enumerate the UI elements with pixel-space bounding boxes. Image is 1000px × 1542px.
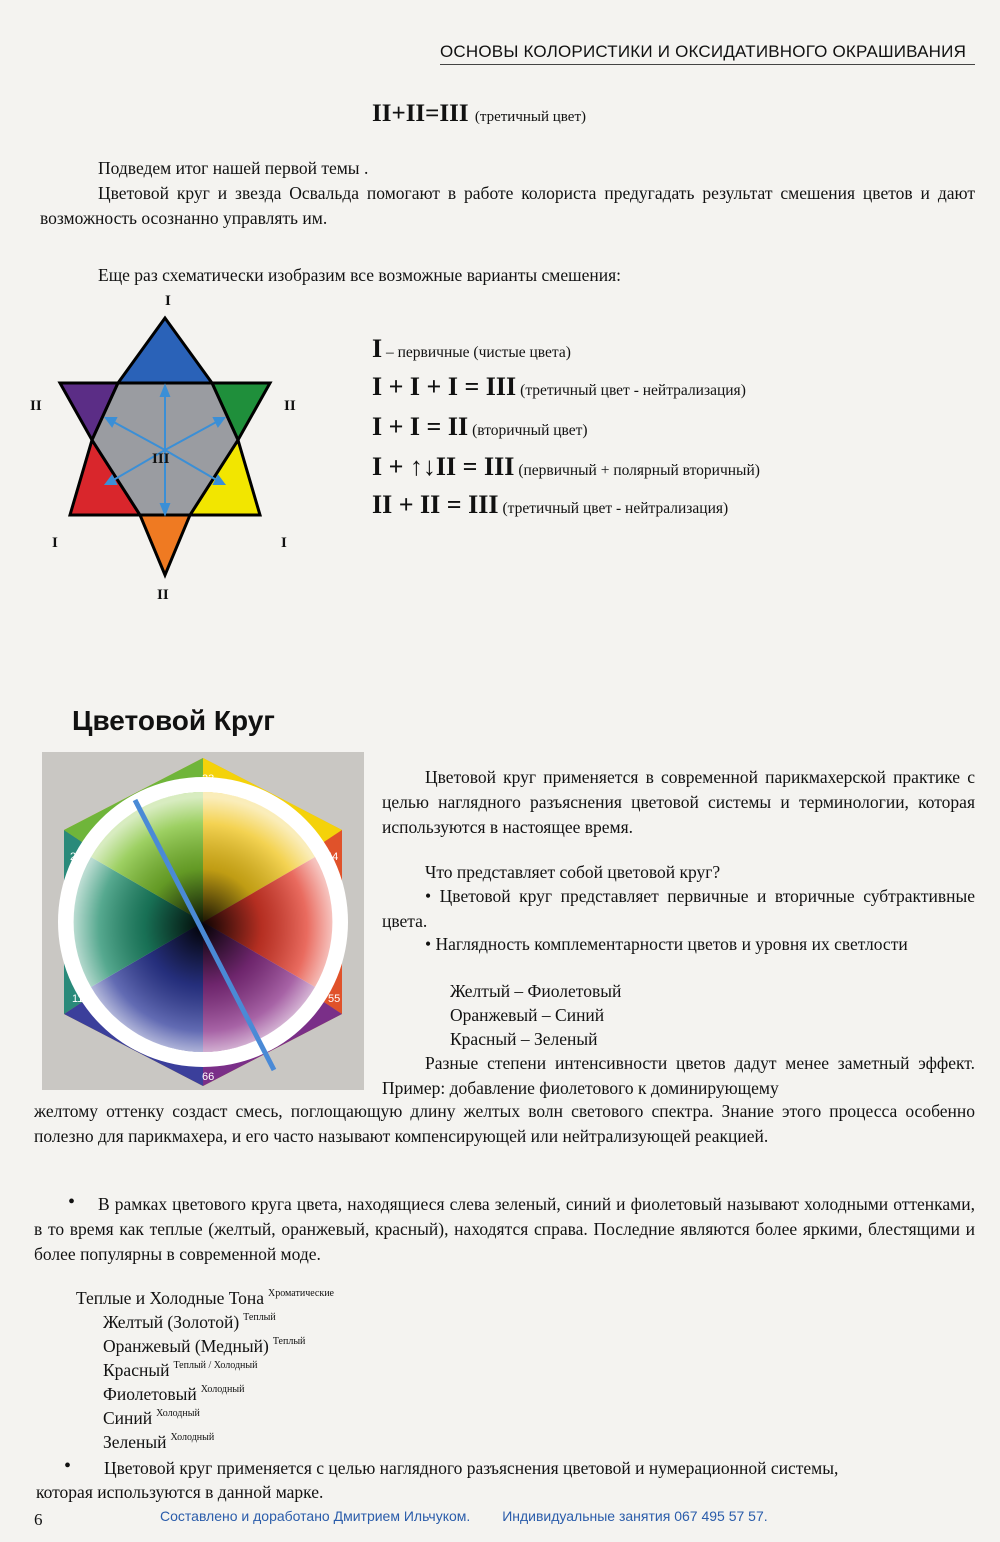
footer-lessons: Индивидуальные занятия 067 495 57 57. — [502, 1508, 768, 1524]
final-line-1: Цветовой круг применяется с целью наглядного разъяснения цветовой и нумерационной системы, — [104, 1458, 839, 1478]
complement-pair: Желтый – Фиолетовый — [450, 981, 622, 1001]
wheel-label: 44 — [326, 851, 339, 863]
summary-body: Цветовой круг и звезда Освальда помогают в работе колориста предугадать результат смешения цветов и дают возможность осознанно управлять им. — [40, 183, 975, 228]
star-label-center: III — [152, 451, 170, 467]
intensity-paragraph-rest: желтому оттенку создаст смесь, поглощающую длину желтых волн светового спектра. Знание этого процесса особенно полезно для парикмахера, и его часто называют компенсирующей или нейтрализующей реакцией. — [34, 1101, 975, 1146]
formula-row: I + ↑↓II = III (первичный + полярный вторичный) — [372, 452, 760, 481]
wheel-description: Цветовой круг применяется в современной парикмахерской практике с целью наглядного разъяснения цветовой системы и терминологии, которая используются в настоящее время. — [382, 767, 975, 837]
page-header: ОСНОВЫ КОЛОРИСТИКИ И ОКСИДАТИВНОГО ОКРАШИВАНИЯ — [440, 42, 967, 61]
schema-intro: Еще раз схематически изобразим все возможные варианты смешения: — [98, 265, 622, 285]
formula-row: I + I + I = III (третичный цвет - нейтрализация) — [372, 372, 746, 401]
wheel-label: 11 — [72, 993, 84, 1005]
wheel-bullet-2: • Наглядность комплементарности цветов и уровня их светлости — [425, 934, 908, 954]
color-wheel-image — [42, 752, 364, 1090]
tone-item: Желтый (Золотой) $^{Теплый}$ — [103, 1312, 276, 1332]
page-number: 6 — [34, 1510, 43, 1529]
top-formula — [372, 100, 586, 128]
formula-row: I + I = II (вторичный цвет) — [372, 412, 588, 441]
bullet-marker: • — [68, 1191, 76, 1213]
star-label-right: II — [284, 398, 296, 414]
wheel-label: 33 — [202, 773, 215, 785]
wheel-label: 22 — [70, 851, 83, 863]
tone-item: Фиолетовый $^{Холодный}$ — [103, 1384, 245, 1404]
star-label-bottom-left: I — [52, 535, 58, 551]
star-label-bottom-right: I — [281, 535, 287, 551]
star-label-bottom: II — [157, 587, 169, 603]
oswald-star-diagram — [30, 290, 350, 610]
wheel-label: 55 — [328, 993, 341, 1005]
tone-item: Красный $^{Теплый / Холодный}$ — [103, 1360, 258, 1380]
tones-heading: Теплые и Холодные Тона $^{Хроматические}$ — [76, 1288, 334, 1308]
footer-credit — [160, 1508, 768, 1524]
footer-author: Составлено и доработано Дмитрием Ильчуком. — [160, 1508, 471, 1524]
formula-list — [372, 334, 972, 524]
wheel-label: 66 — [202, 1071, 215, 1083]
tone-item: Зеленый $^{Холодный}$ — [103, 1432, 215, 1452]
top-formula-note: (третичный цвет) — [474, 109, 586, 125]
wheel-question: Что представляет собой цветовой круг? — [425, 862, 721, 882]
bullet-marker: • — [64, 1455, 72, 1477]
summary-intro: Подведем итог нашей первой темы . — [98, 158, 369, 178]
star-label-left: II — [30, 398, 42, 414]
formula-row: I – первичные (чистые цвета) — [372, 334, 571, 363]
top-formula-expression: II+II=III — [372, 100, 469, 127]
final-line-2: которая используются в данной марке. — [36, 1482, 324, 1502]
warm-cold-paragraph: В рамках цветового круга цвета, находящиеся слева зеленый, синий и фиолетовый называют холодными оттенками, в то время как теплые (желтый, оранжевый, красный), находятся справа. Последние являются более яркими, блестящими и более популярны в современной моде. — [34, 1194, 975, 1264]
star-label-top: I — [165, 293, 171, 309]
complement-pair: Красный – Зеленый — [450, 1029, 598, 1049]
formula-row: II + II = III (третичный цвет - нейтрализация) — [372, 490, 729, 519]
section-title: Цветовой Круг — [72, 705, 275, 736]
tone-item: Синий $^{Холодный}$ — [103, 1408, 200, 1428]
header-divider — [440, 64, 975, 65]
tone-item: Оранжевый (Медный) $^{Теплый}$ — [103, 1336, 306, 1356]
star-point-orange — [140, 515, 190, 575]
intensity-paragraph-start: Разные степени интенсивности цветов дадут менее заметный эффект. Пример: добавление фиолетового к доминирующему — [382, 1053, 975, 1098]
wheel-bullet-1: • Цветовой круг представляет первичные и вторичные субтрактивные цвета. — [382, 886, 975, 931]
complement-pair: Оранжевый – Синий — [450, 1005, 605, 1025]
star-point-blue — [118, 318, 212, 383]
